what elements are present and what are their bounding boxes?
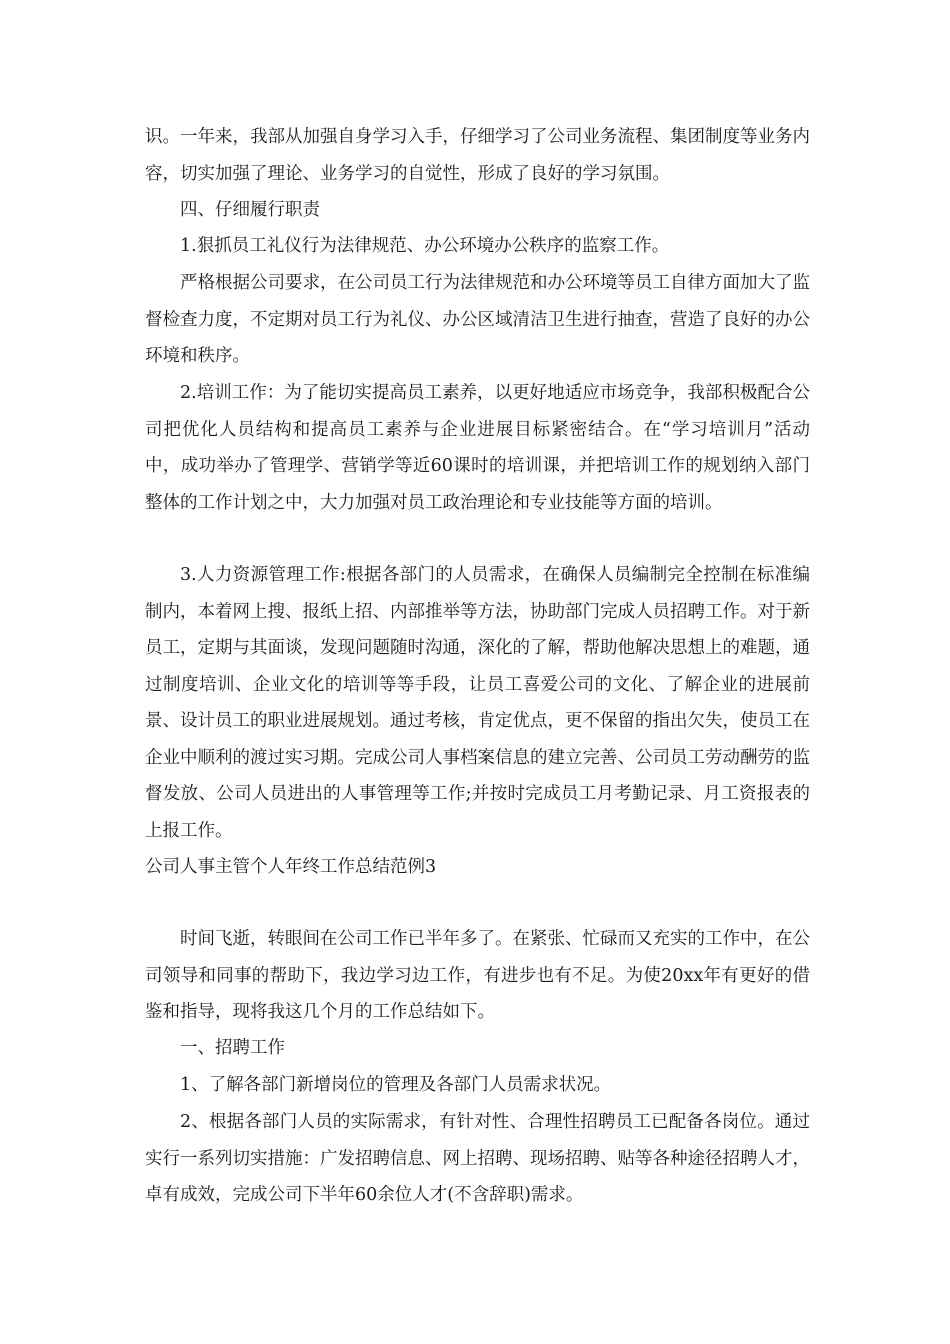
paragraph-study: 识。一年来，我部从加强自身学习入手，仔细学习了公司业务流程、集团制度等业务内容，切实加强了理论、业务学习的自觉性，形成了良好的学习氛围。 xyxy=(145,127,810,184)
heading-recruitment: 一、招聘工作 xyxy=(180,1038,285,1058)
paragraph-item-1-title: 1.狠抓员工礼仪行为法律规范、办公环境办公秩序的监察工作。 xyxy=(180,236,670,256)
paragraph-recruit-2: 2、根据各部门人员的实际需求，有针对性、合理性招聘员工已配备各岗位。通过实行一系列切实措施：广发招聘信息、网上招聘、现场招聘、贴等各种途径招聘人才，卓有成效，完成公司下半年60余位人才(不含辞职)需求。 xyxy=(145,1112,810,1205)
heading-duties: 四、仔细履行职责 xyxy=(180,200,320,220)
paragraph-item-2-training: 2.培训工作：为了能切实提高员工素养，以更好地适应市场竞争，我部积极配合公司把优化人员结构和提高员工素养与企业进展目标紧密结合。在“学习培训月”活动中，成功举办了管理学、营销学等近60课时的培训课，并把培训工作的规划纳入部门整体的工作计划之中，大力加强对员工政治理论和专业技能等方面的培训。 xyxy=(145,383,810,513)
paragraph-recruit-1: 1、了解各部门新增岗位的管理及各部门人员需求状况。 xyxy=(180,1075,612,1095)
section-title: 公司人事主管个人年终工作总结范例3 xyxy=(145,857,437,877)
paragraph-item-3-hr: 3.人力资源管理工作:根据各部门的人员需求，在确保人员编制完全控制在标准编制内，本着网上搜、报纸上招、内部推举等方法，协助部门完成人员招聘工作。对于新员工，定期与其面谈，发现问题随时沟通，深化的了解，帮助他解决思想上的难题，通过制度培训、企业文化的培训等等手段，让员工喜爱公司的文化、了解企业的进展前景、设计员工的职业进展规划。通过考核，肯定优点，更不保留的指出欠失，使员工在企业中顺利的渡过实习期。完成公司人事档案信息的建立完善、公司员工劳动酬劳的监督发放、公司人员进出的人事管理等工作;并按时完成员工月考勤记录、月工资报表的上报工作。 xyxy=(145,565,810,841)
paragraph-item-1-body: 严格根据公司要求，在公司员工行为法律规范和办公环境等员工自律方面加大了监督检查力度，不定期对员工行为礼仪、办公区域清洁卫生进行抽查，营造了良好的办公环境和秩序。 xyxy=(145,273,810,366)
paragraph-intro: 时间飞逝，转眼间在公司工作已半年多了。在紧张、忙碌而又充实的工作中，在公司领导和同事的帮助下，我边学习边工作，有进步也有不足。为使20xx年有更好的借鉴和指导，现将我这几个月的工作总结如下。 xyxy=(145,929,810,1022)
